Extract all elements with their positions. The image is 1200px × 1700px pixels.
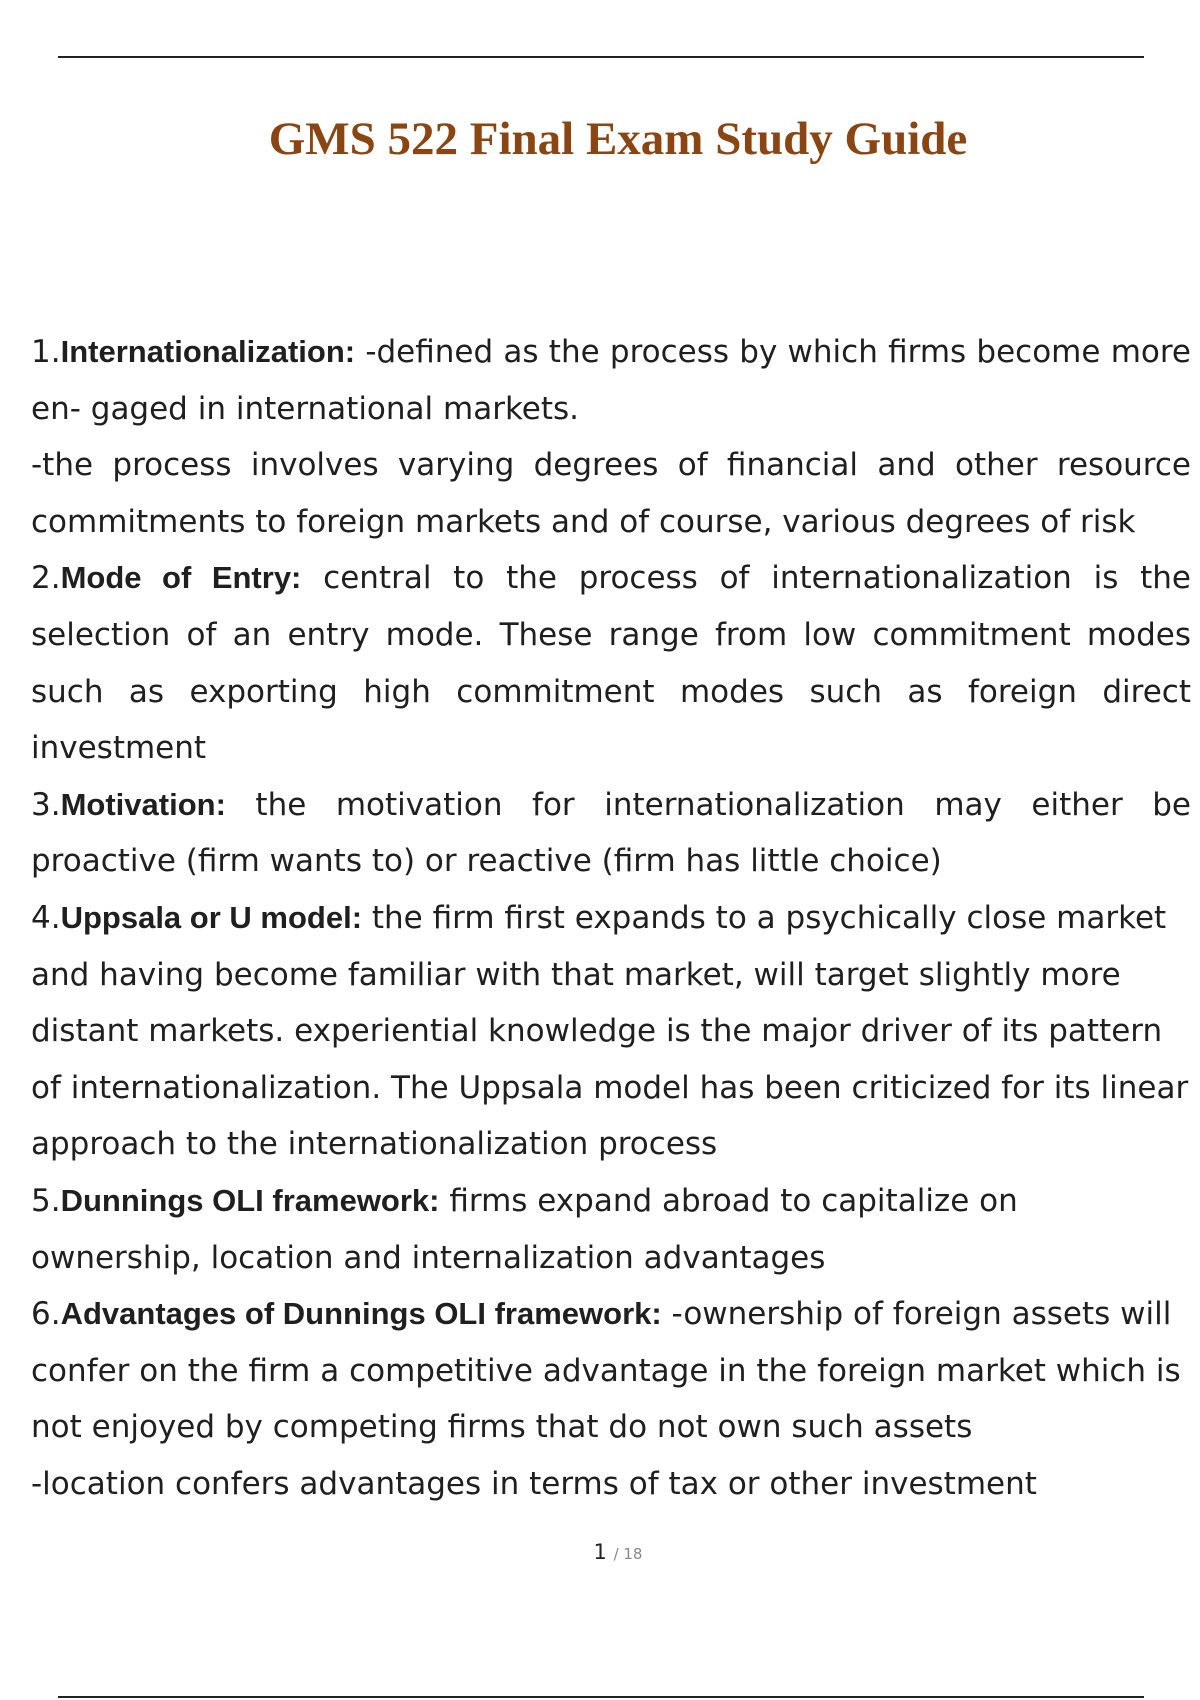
item-text: -ownership of foreign assets will confer on the firm a competitive advantage in the foreign market which is not enjoyed by competing firms that do not own such assets bbox=[31, 1296, 1181, 1446]
item-text: the motivation for internationalization may either be proactive (firm wants to) or reactive (firm has little choice) bbox=[31, 786, 1191, 880]
item-number: 1. bbox=[31, 334, 61, 370]
item-term: Uppsala or U model: bbox=[60, 899, 363, 935]
item-text: firms expand abroad to capitalize on ownership, location and internalization advantages bbox=[31, 1182, 1018, 1276]
top-rule bbox=[58, 56, 1144, 58]
item-text: -defined as the process by which firms become more en- gaged in international markets. bbox=[31, 334, 1191, 427]
item-term: Internationalization: bbox=[60, 334, 356, 369]
list-item-continuation bbox=[31, 437, 1191, 550]
list-item-continuation bbox=[31, 1456, 1191, 1513]
list-item bbox=[31, 777, 1191, 890]
document-title: GMS 522 Final Exam Study Guide bbox=[268, 113, 968, 165]
study-guide-content bbox=[31, 324, 1191, 1512]
bottom-rule bbox=[58, 1696, 1144, 1698]
item-number: 2. bbox=[31, 560, 61, 597]
item-number: 4. bbox=[31, 899, 61, 936]
item-text: -location confers advantages in terms of tax or other investment bbox=[31, 1465, 1037, 1502]
list-item bbox=[31, 324, 1191, 437]
total-pages: / 18 bbox=[613, 1545, 643, 1563]
item-text: -the process involves varying degrees of financial and other resource commitments to foreign markets and of course, various degrees of risk bbox=[31, 447, 1191, 540]
item-text: central to the process of internationalization is the selection of an entry mode. These range from low commitment modes such as exporting high commitment modes such as foreign direct investment bbox=[31, 560, 1191, 767]
item-number: 5. bbox=[31, 1182, 61, 1219]
list-item bbox=[31, 1173, 1191, 1286]
current-page-number: 1 bbox=[593, 1540, 607, 1564]
page-indicator bbox=[0, 1540, 1200, 1564]
item-term: Dunnings OLI framework: bbox=[60, 1182, 440, 1218]
list-item bbox=[31, 1286, 1191, 1456]
list-item bbox=[31, 890, 1191, 1173]
item-text: the firm first expands to a psychically close market and having become familiar with that market, will target slightly more distant markets. experiential knowledge is the major driver of its pattern of internationalization. The Uppsala model has been criticized for its linear approach to the internationalization process bbox=[31, 899, 1189, 1163]
list-item bbox=[31, 550, 1191, 776]
item-term: Motivation: bbox=[60, 786, 226, 822]
item-term: Advantages of Dunnings OLI framework: bbox=[60, 1296, 662, 1332]
item-term: Mode of Entry: bbox=[60, 560, 302, 596]
item-number: 3. bbox=[31, 786, 61, 823]
item-number: 6. bbox=[31, 1296, 61, 1333]
